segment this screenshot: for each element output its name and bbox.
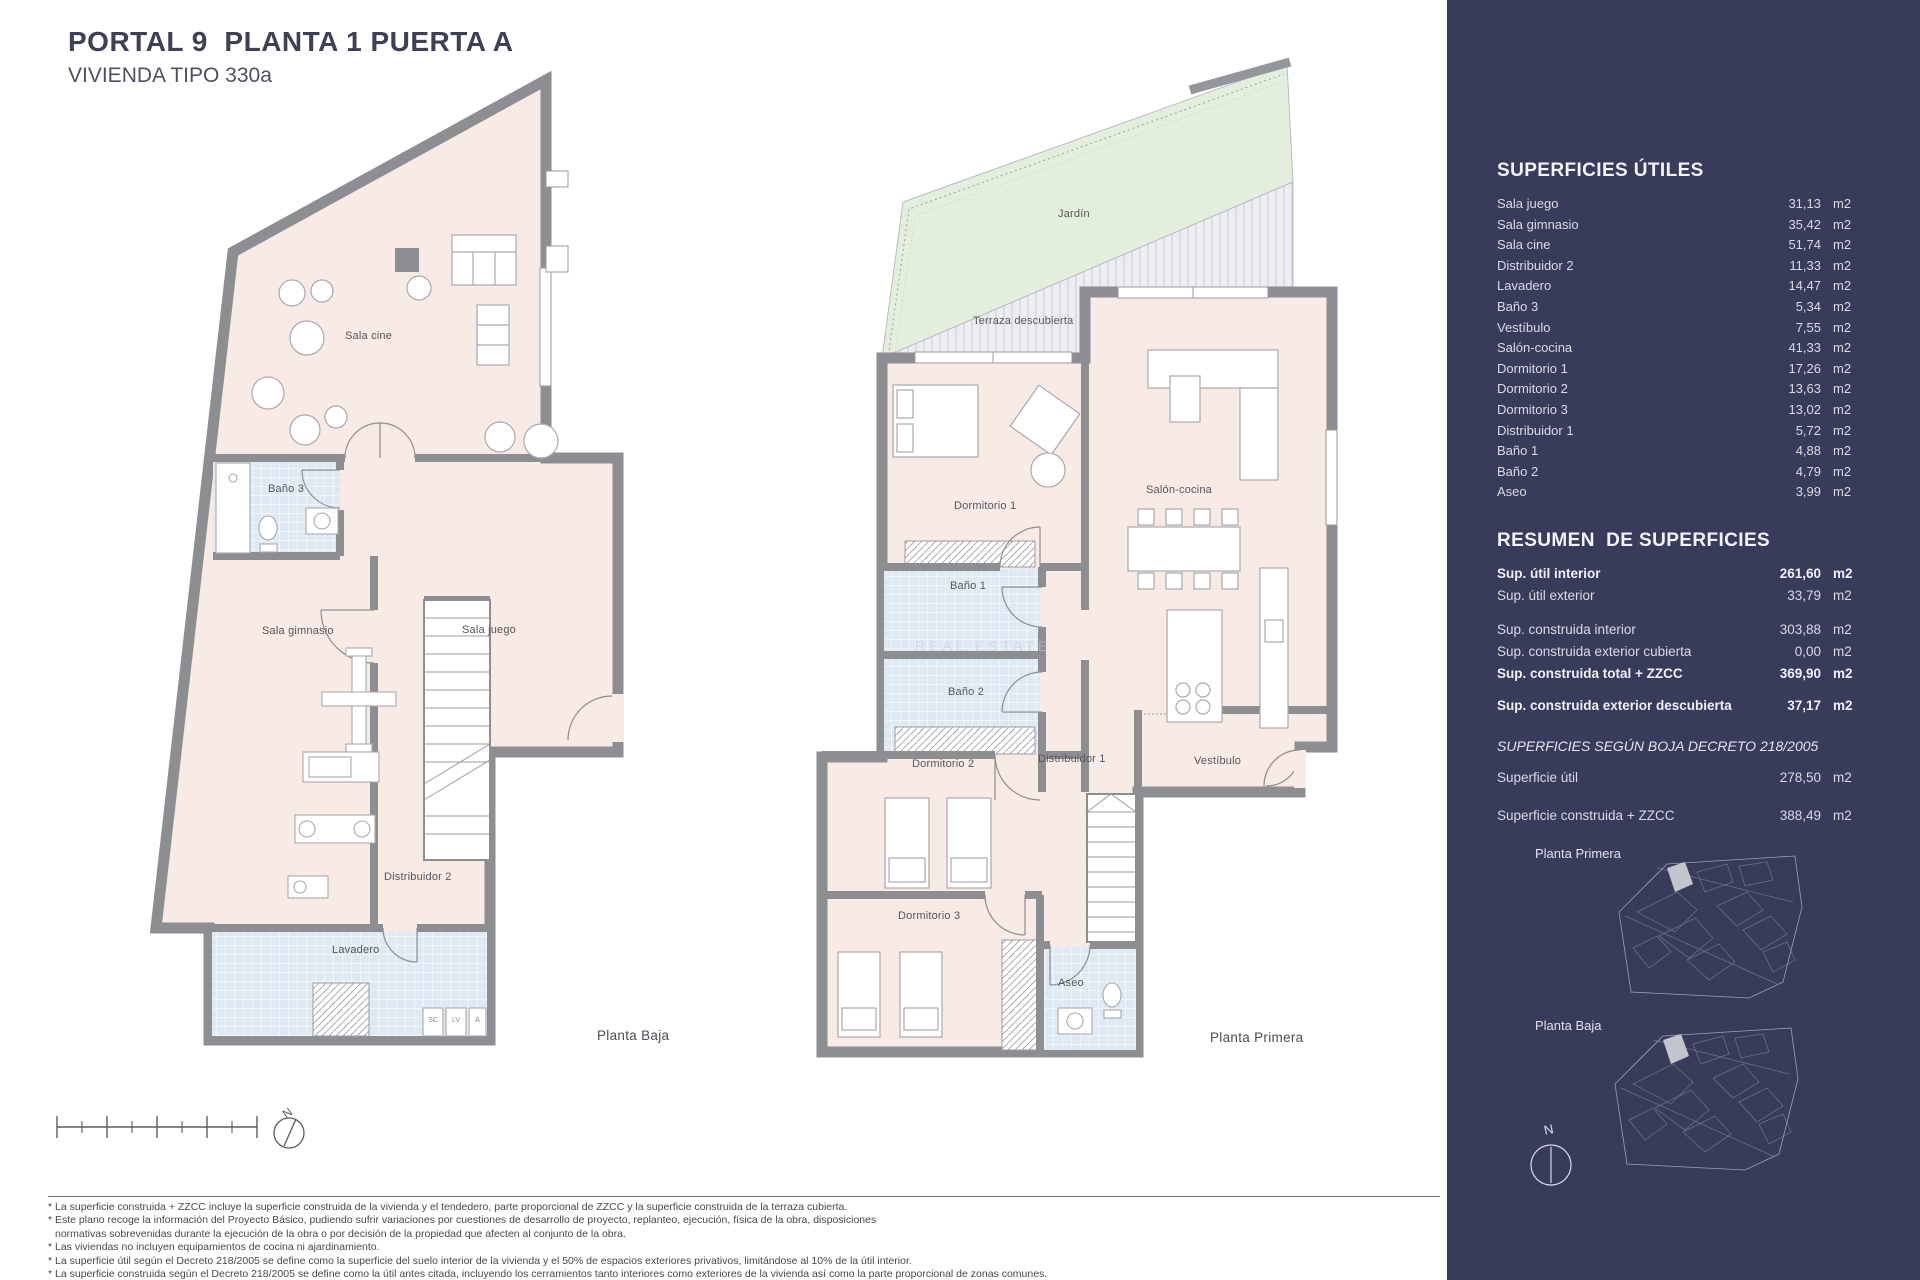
surface-row: Baño 1 4,88 m2 bbox=[1497, 443, 1852, 459]
boja-row: Superficie útil 278,50 m2 bbox=[1497, 770, 1852, 785]
room-label-terraza: Terraza descubierta bbox=[973, 315, 1074, 327]
surface-row: Distribuidor 1 5,72 m2 bbox=[1497, 422, 1852, 438]
room-label-dormitorio-3: Dormitorio 3 bbox=[898, 910, 961, 922]
stairs-planta-baja bbox=[424, 600, 490, 860]
room-label-salon-cocina: Salón-cocina bbox=[1146, 484, 1212, 496]
room-label-bano-1: Baño 1 bbox=[950, 580, 987, 592]
watermark: REAL ESTATE bbox=[915, 638, 1052, 654]
surface-row: Baño 3 5,34 m2 bbox=[1497, 298, 1852, 314]
summary-row: Sup. útil exterior 33,79 m2 bbox=[1497, 588, 1852, 603]
appliance-label-lv: LV bbox=[451, 1017, 461, 1024]
room-label-sala-juego: Sala juego bbox=[462, 624, 516, 636]
room-label-distribuidor-2: Distribuidor 2 bbox=[384, 871, 452, 883]
summary-row: Sup. útil interior 261,60 m2 bbox=[1497, 566, 1853, 581]
footnote-line: * La superficie construida según el Decreto 218/2005 se define como la útil antes citada, incluyendo los cerramientos tanto interiores como exteriores de la vivienda así como la parte proporcional de zonas comunes. bbox=[48, 1268, 1048, 1280]
summary-row: Sup. construida exterior cubierta 0,00 m2 bbox=[1497, 644, 1852, 659]
planta-baja-plan bbox=[156, 80, 624, 1040]
north-label: N bbox=[279, 1104, 295, 1122]
summary-row: Sup. construida exterior descubierta 37,17 m2 bbox=[1497, 698, 1853, 713]
surface-row: Aseo 3,99 m2 bbox=[1497, 484, 1852, 500]
room-label-bano-3: Baño 3 bbox=[268, 483, 305, 495]
footnote-divider bbox=[48, 1196, 1440, 1197]
resumen-title: RESUMEN DE SUPERFICIES bbox=[1497, 530, 1771, 551]
room-label-distribuidor-1: Distribuidor 1 bbox=[1038, 753, 1106, 765]
surface-row: Vestíbulo 7,55 m2 bbox=[1497, 319, 1852, 335]
boja-title: SUPERFICIES SEGÚN BOJA DECRETO 218/2005 bbox=[1497, 738, 1819, 754]
footnote-line: * La superficie útil según el Decreto 218/2005 se define como la superficie del suelo interior de la vivienda y el 50% de espacios exteriores privativos, limitándose al 10% de la útil interior. bbox=[48, 1254, 912, 1267]
scale-bar bbox=[57, 1116, 257, 1138]
surface-row: Sala cine 51,74 m2 bbox=[1497, 237, 1852, 253]
surface-row: Sala gimnasio 35,42 m2 bbox=[1497, 216, 1852, 232]
north-arrow-sidebar-icon bbox=[1531, 1145, 1571, 1185]
miniplan-baja bbox=[1615, 1028, 1798, 1170]
caption-planta-primera: Planta Primera bbox=[1210, 1030, 1304, 1045]
room-label-jardin: Jardín bbox=[1058, 208, 1090, 220]
miniplan-primera bbox=[1619, 856, 1802, 998]
page-subtitle: VIVIENDA TIPO 330a bbox=[68, 64, 272, 87]
appliance-label-sc: SC bbox=[428, 1017, 438, 1024]
surface-row: Distribuidor 2 11,33 m2 bbox=[1497, 257, 1852, 273]
miniplan-label-primera: Planta Primera bbox=[1535, 846, 1621, 861]
tv-unit bbox=[395, 248, 419, 272]
miniplan-label-baja: Planta Baja bbox=[1535, 1018, 1602, 1033]
superficies-utiles-title: SUPERFICIES ÚTILES bbox=[1497, 160, 1704, 181]
footnotes bbox=[48, 1201, 1438, 1280]
page-title: PORTAL 9 PLANTA 1 PUERTA A bbox=[68, 26, 514, 57]
surface-row: Dormitorio 1 17,26 m2 bbox=[1497, 360, 1852, 376]
footnote-line: * La superficie construida + ZZCC incluye la superficie construida de la vivienda y el tendedero, parte proporcional de ZZCC y la superficie construida de la terraza cubierta. bbox=[48, 1201, 848, 1213]
room-label-dormitorio-1: Dormitorio 1 bbox=[954, 500, 1017, 512]
footnote-line: normativas sobrevenidas durante la ejecución de la obra o por decisión de la propiedad que afecten al conjunto de la obra. bbox=[55, 1227, 626, 1240]
room-label-vestibulo: Vestíbulo bbox=[1194, 755, 1242, 767]
footnote-line: * Este plano recoge la información del Proyecto Básico, pudiendo sufrir variaciones por cuestiones de desarrollo de proyecto, replanteo, ejecución, física de la obra, disposiciones bbox=[48, 1214, 877, 1227]
appliance-label-a: A bbox=[475, 1017, 480, 1024]
boja-row: Superficie construida + ZZCC 388,49 m2 bbox=[1497, 808, 1852, 823]
stairs-planta-primera bbox=[1087, 794, 1136, 942]
room-label-bano-2: Baño 2 bbox=[948, 686, 985, 698]
room-label-lavadero: Lavadero bbox=[332, 944, 380, 956]
summary-row: Sup. construida total + ZZCC 369,90 m2 bbox=[1497, 666, 1853, 681]
room-label-aseo: Aseo bbox=[1058, 977, 1084, 989]
surface-row: Lavadero 14,47 m2 bbox=[1497, 278, 1852, 294]
sidebar-graphics bbox=[1447, 0, 1920, 1280]
footnote-line: * Las viviendas no incluyen equipamientos de cocina ni ajardinamiento. bbox=[48, 1241, 380, 1254]
room-label-dormitorio-2: Dormitorio 2 bbox=[912, 758, 975, 770]
caption-planta-baja: Planta Baja bbox=[597, 1028, 670, 1043]
surface-summary-sidebar bbox=[1447, 0, 1920, 1280]
room-label-sala-cine: Sala cine bbox=[345, 330, 393, 342]
surface-row: Dormitorio 2 13,63 m2 bbox=[1497, 381, 1852, 397]
north-label-sidebar: N bbox=[1542, 1121, 1555, 1138]
surface-row: Baño 2 4,79 m2 bbox=[1497, 463, 1852, 479]
north-arrow-icon bbox=[274, 1118, 304, 1148]
summary-row: Sup. construida interior 303,88 m2 bbox=[1497, 622, 1852, 637]
surface-row: Sala juego 31,13 m2 bbox=[1497, 196, 1852, 211]
surface-row: Dormitorio 3 13,02 m2 bbox=[1497, 401, 1852, 417]
room-label-sala-gimnasio: Sala gimnasio bbox=[262, 625, 334, 637]
drying-rack bbox=[313, 983, 369, 1036]
surface-row: Salón-cocina 41,33 m2 bbox=[1497, 340, 1852, 356]
